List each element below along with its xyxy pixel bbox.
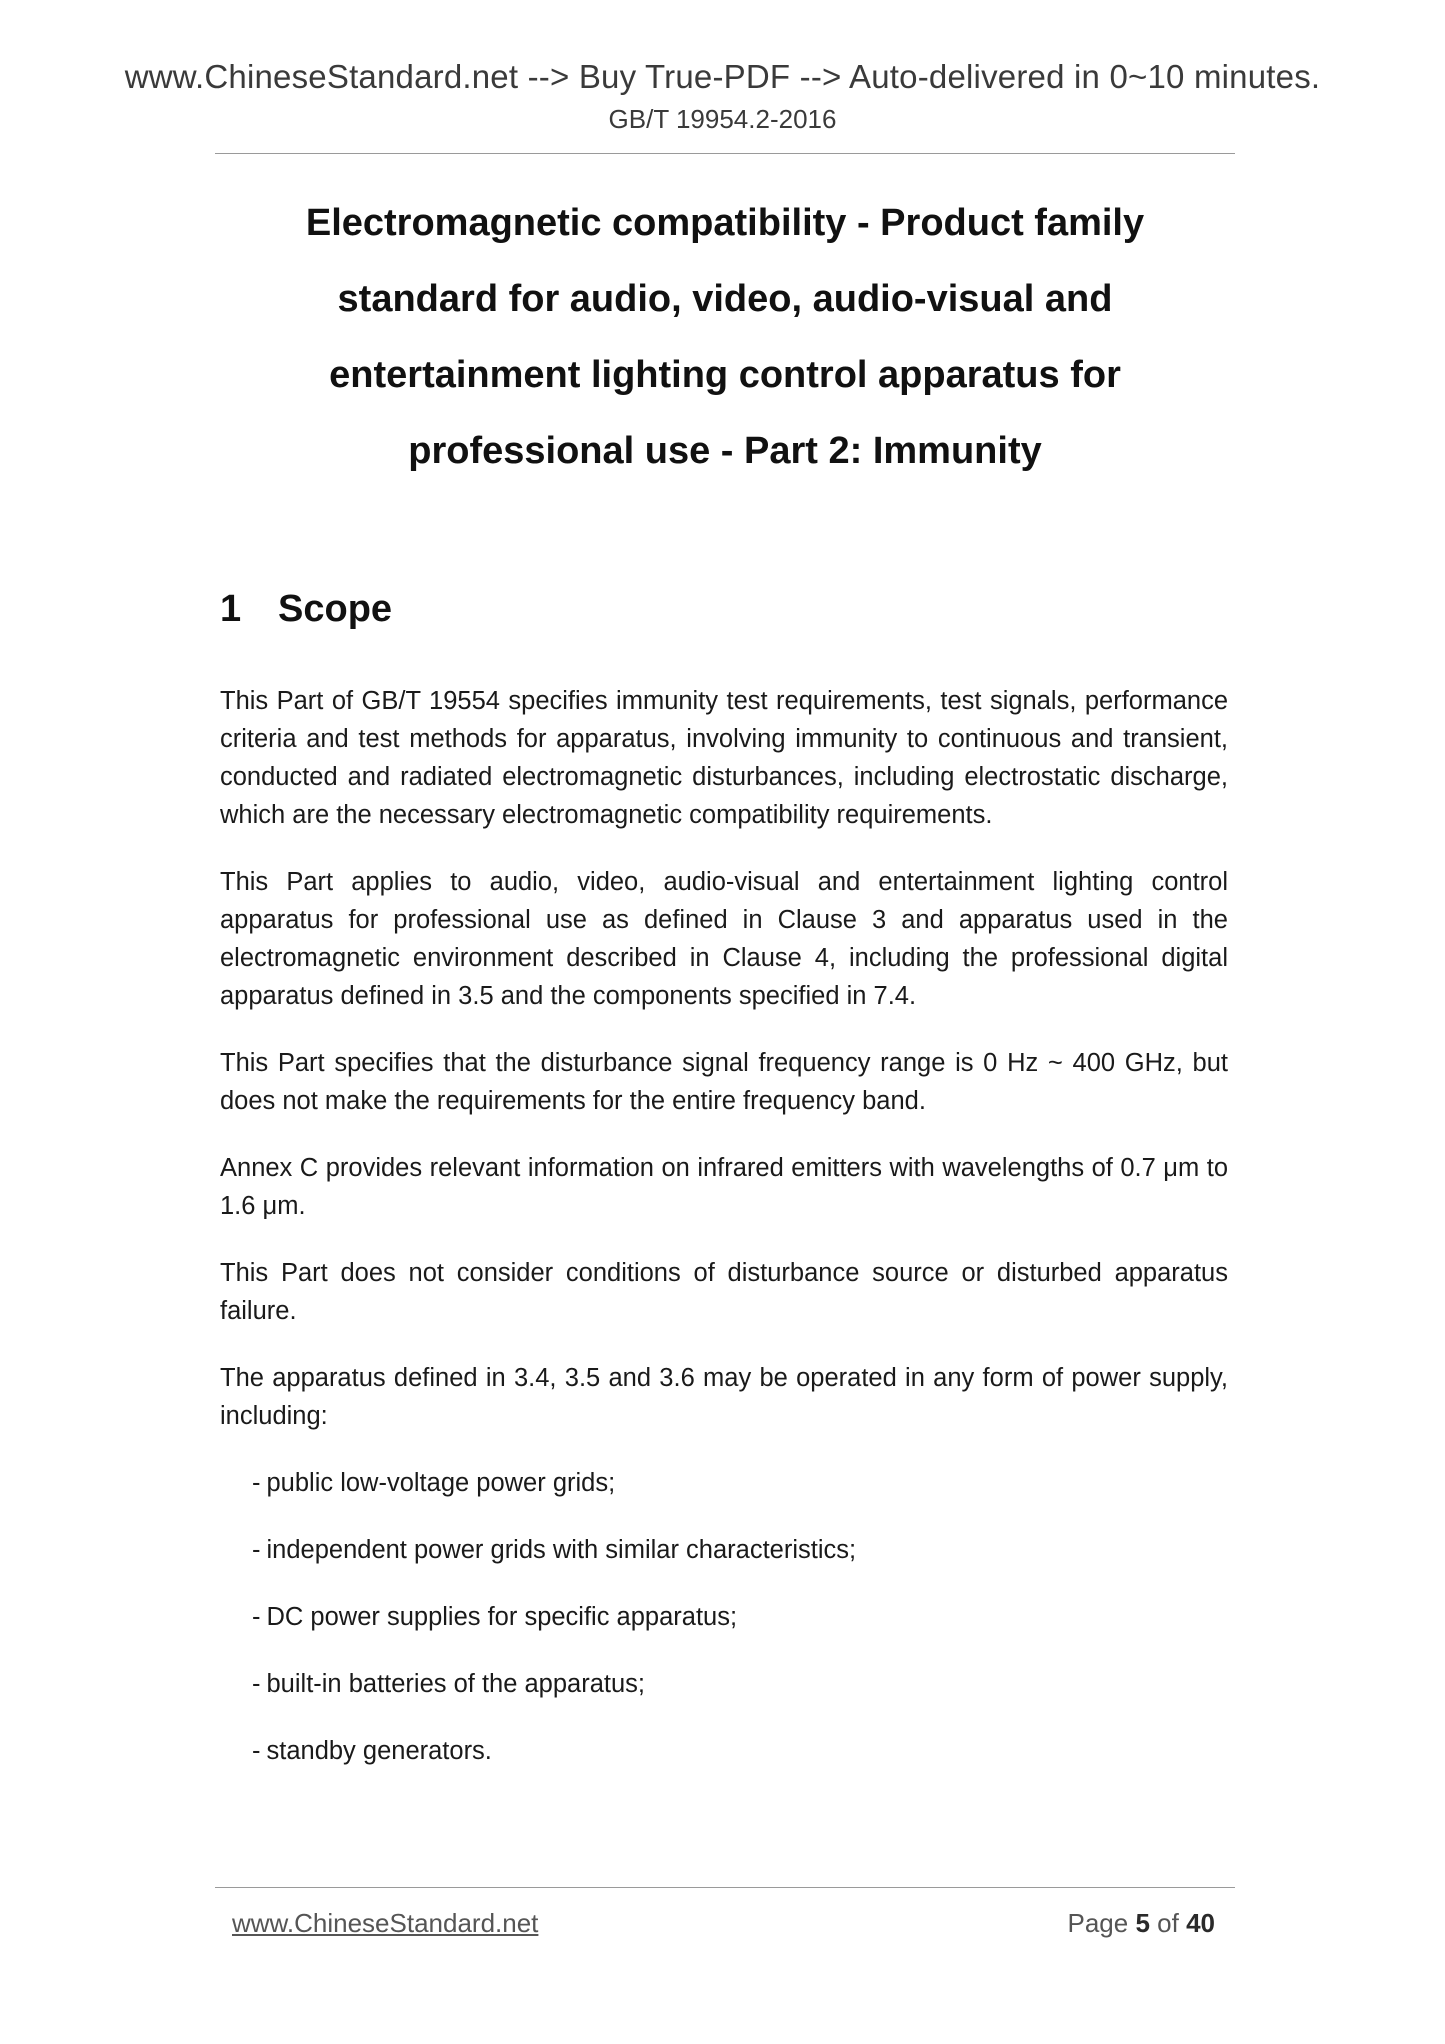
list-item <box>252 1665 1228 1703</box>
paragraph: This Part of GB/T 19554 specifies immunity test requirements, test signals, performance criteria and test methods for apparatus, involving immunity to continuous and transient, conducted and radiated electromagnetic disturbances, including electrostatic discharge, which are the necessary electromagnetic compatibility requirements. <box>220 687 1228 829</box>
paragraph: This Part specifies that the disturbance signal frequency range is 0 Hz ~ 400 GHz, but does not make the requirements for the entire frequency band. <box>220 1049 1228 1115</box>
list-item <box>252 1531 1228 1569</box>
document-title <box>215 185 1235 489</box>
list-item <box>252 1732 1228 1770</box>
list-item-text: independent power grids with similar characteristics; <box>266 1536 857 1564</box>
list-item-text: standby generators. <box>266 1737 492 1765</box>
title-line: standard for audio, video, audio-visual and <box>337 278 1113 320</box>
section-title: Scope <box>278 588 393 630</box>
list-marker: - <box>252 1670 261 1698</box>
paragraph: This Part applies to audio, video, audio-visual and entertainment lighting control apparatus for professional use as defined in Clause 3 and apparatus used in the electromagnetic environment described in Clause 4, including the professional digital apparatus defined in 3.5 and the components specified in 7.4. <box>220 868 1228 1010</box>
header-divider <box>215 153 1235 154</box>
list-item-text: DC power supplies for specific apparatus; <box>266 1603 738 1631</box>
list-item <box>252 1598 1228 1636</box>
list-item <box>252 1464 1228 1502</box>
list-marker: - <box>252 1469 261 1497</box>
header-banner: www.ChineseStandard.net --> Buy True-PDF --> Auto-delivered in 0~10 minutes. <box>124 58 1321 95</box>
section-heading <box>220 588 392 631</box>
list-marker: - <box>252 1603 261 1631</box>
standard-id: GB/T 19954.2-2016 <box>608 104 837 134</box>
title-line: professional use - Part 2: Immunity <box>408 430 1042 472</box>
footer-website-link[interactable]: www.ChineseStandard.net <box>232 1908 539 1938</box>
list-marker: - <box>252 1737 261 1765</box>
page-total: 40 <box>1186 1908 1215 1938</box>
section-number: 1 <box>220 588 242 630</box>
title-line: entertainment lighting control apparatus for <box>329 354 1121 396</box>
footer-divider <box>215 1887 1235 1888</box>
page-indicator <box>1067 1908 1215 1939</box>
power-supply-list <box>220 1464 1228 1770</box>
page-of: of <box>1157 1908 1179 1938</box>
page-word: Page <box>1067 1908 1129 1938</box>
paragraph: Annex C provides relevant information on infrared emitters with wavelengths of 0.7 μm to 1.6 μm. <box>220 1154 1228 1220</box>
list-item-text: built-in batteries of the apparatus; <box>266 1670 645 1698</box>
paragraph: The apparatus defined in 3.4, 3.5 and 3.6 may be operated in any form of power supply, including: <box>220 1364 1228 1430</box>
section-body <box>220 682 1228 1799</box>
page-current: 5 <box>1135 1908 1150 1938</box>
list-marker: - <box>252 1536 261 1564</box>
list-item-text: public low-voltage power grids; <box>266 1469 616 1497</box>
paragraph: This Part does not consider conditions of disturbance source or disturbed apparatus failure. <box>220 1259 1228 1325</box>
title-line: Electromagnetic compatibility - Product family <box>305 202 1145 244</box>
